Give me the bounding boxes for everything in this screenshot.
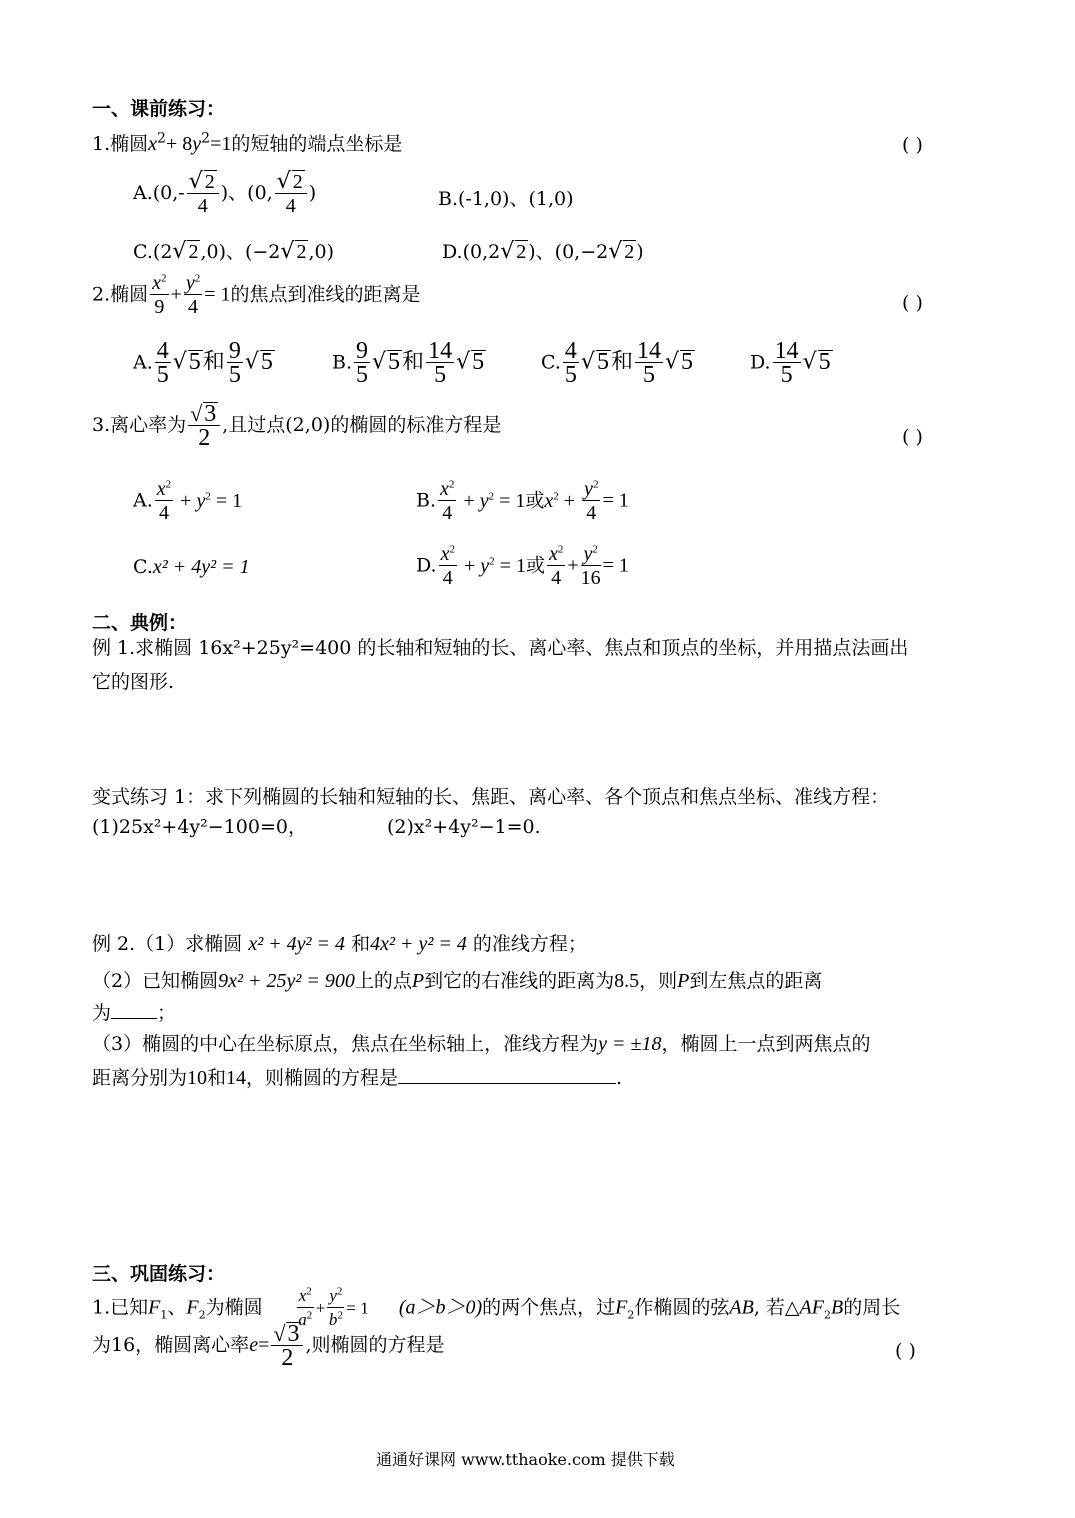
- fraction: [773, 340, 801, 387]
- q3-option-d: D. $\frac{x^2}{4}$ + $y^2 = 1$或 $\frac{x^2}{4}$ + $\frac{y^2}{16}$ = 1: [416, 543, 629, 589]
- radicand: 2: [292, 171, 303, 193]
- denominator: 5: [642, 362, 655, 388]
- consolidation-1-line-2: [92, 1322, 444, 1370]
- fraction: $\frac{x^2}{a^2}$: [298, 1285, 313, 1329]
- math-B: B: [830, 1296, 844, 1319]
- question-text: 离心率为: [110, 414, 187, 436]
- fraction: [155, 340, 171, 387]
- numerator: 14: [428, 338, 453, 364]
- denominator: 4: [197, 195, 208, 217]
- option-c-mid: ,0)、(−2: [200, 241, 281, 263]
- text: 为: [92, 1002, 112, 1024]
- fraction: $\frac{x^2}{4}$: [548, 543, 564, 589]
- question-2-stem: 2.椭圆 $\frac{x^2}{9}$ + $\frac{y^2}{4}$ = 1的焦点到准线的距离是: [92, 272, 421, 318]
- option-label: D.: [416, 554, 437, 577]
- subscript: 1: [160, 1308, 168, 1322]
- question-text-tail: ,且过点(2,0)的椭圆的标准方程是: [222, 414, 502, 436]
- math-eq: = 1: [204, 283, 231, 306]
- subscript: 2: [198, 1308, 206, 1322]
- question-text: 椭圆: [110, 133, 149, 155]
- text: ，则椭圆的方程是: [246, 1067, 399, 1089]
- variant-1-part-1: (1)25x²+4y²−100=0，: [92, 816, 307, 838]
- math-condition: (a＞b＞0): [398, 1296, 483, 1319]
- denominator: 4: [285, 195, 296, 217]
- q2-option-c: C. $\frac{4}{5}$ √5和 $\frac{14}{5}$ √5: [541, 338, 693, 388]
- math-F: F: [148, 1296, 161, 1319]
- consolidation-1-line-1: 1.已知$F_1$、$F_2$为椭圆 $\frac{x^2}{a^2}$ + $\frac{y^2}{b^2}$ = 1 (a＞b＞0)的两个焦点，过$F_2$作椭圆的弦AB, 若$\triangle AF_2B$的周长: [92, 1285, 900, 1332]
- text: （3）椭圆的中心在坐标原点，焦点在坐标轴上，准线方程为: [92, 1033, 599, 1055]
- radicand: 2: [624, 241, 635, 263]
- text: 的两个焦点，过: [482, 1296, 616, 1319]
- q2-option-a: A. $\frac{4}{5}$ √5和 $\frac{9}{5}$ √5: [133, 338, 273, 388]
- q2-option-b: B. $\frac{9}{5}$ √5和 $\frac{14}{5}$ √5: [332, 338, 485, 388]
- math-eq: = 1: [346, 1298, 369, 1318]
- text: 和: [351, 933, 371, 955]
- fraction: $\frac{x^2}{9}$: [152, 272, 167, 318]
- section-2-heading: 二、典例：: [92, 612, 188, 634]
- or-text: 或: [525, 554, 545, 577]
- question-text-tail: 的焦点到准线的距离是: [230, 283, 421, 306]
- text: , 若△: [753, 1296, 800, 1319]
- math-F: F: [615, 1296, 628, 1319]
- question-1-stem: 1.椭圆$x^2+ 8y^2=1$的短轴的端点坐标是: [92, 130, 403, 155]
- text: ，椭圆上一点到两焦点的: [661, 1033, 871, 1055]
- fraction: [426, 340, 454, 387]
- radicand: 5: [680, 348, 693, 375]
- fraction: [354, 340, 370, 387]
- numerator: 14: [774, 338, 799, 364]
- answer-paren: ( ): [895, 1340, 916, 1362]
- numerator: 4: [564, 338, 577, 364]
- answer-blank[interactable]: [111, 1018, 157, 1019]
- math-equation: 9x² + 25y² = 900: [218, 970, 355, 992]
- radicand: 3: [287, 1321, 300, 1347]
- fraction: $\frac{y^2}{4}$: [584, 478, 599, 524]
- numerator: 9: [356, 338, 369, 364]
- q1-option-b: B.(-1,0)、(1,0): [438, 188, 574, 210]
- section-1-heading: 一、课前练习：: [92, 98, 226, 120]
- denominator: 5: [780, 362, 793, 388]
- text: 1.已知: [92, 1296, 149, 1319]
- denominator: 9: [154, 296, 165, 318]
- and-text: 和: [202, 349, 225, 375]
- fraction: [635, 340, 663, 387]
- option-label: C.: [541, 351, 561, 374]
- fraction: $\frac{x^2}{4}$: [440, 543, 455, 589]
- fraction: $\frac{√3}{2}$: [271, 1322, 303, 1370]
- math-AB: AB: [729, 1296, 754, 1319]
- example-1-line-2: 它的图形.: [92, 671, 175, 693]
- variant-1-line-1: 变式练习 1：求下列椭圆的长轴和短轴的长、焦距、离心率、各个顶点和焦点坐标、准线方程：: [92, 786, 890, 808]
- math-AF: AF: [799, 1296, 824, 1319]
- fraction: $\frac{y^2}{16}$: [580, 543, 601, 589]
- math-x: x: [298, 1286, 307, 1305]
- option-label: D.: [750, 351, 771, 374]
- answer-paren: ( ): [902, 134, 923, 156]
- numerator: 9: [228, 338, 241, 364]
- math-equation: y = ±18: [598, 1033, 662, 1055]
- math-equation: 4x² + y² = 4: [370, 933, 467, 955]
- answer-paren: ( ): [902, 292, 923, 314]
- option-a-mid: )、(0,: [220, 182, 273, 204]
- fraction: [227, 340, 243, 387]
- math-eq: =: [258, 1334, 270, 1356]
- math-plus: + 8: [165, 133, 193, 155]
- math-F: F: [186, 1296, 199, 1319]
- option-label: B.: [332, 351, 353, 374]
- option-c-label: C.(2: [133, 241, 173, 263]
- denominator: 5: [156, 362, 169, 388]
- fraction: $\frac{y^2}{4}$: [185, 272, 201, 318]
- text: ，则: [639, 970, 678, 992]
- option-a-label: A.(0,-: [133, 182, 185, 204]
- fraction: $\frac{y^2}{b^2}$: [328, 1285, 343, 1329]
- math-y: y: [329, 1286, 337, 1305]
- numerator: 14: [636, 338, 661, 364]
- denominator: 5: [564, 362, 577, 388]
- variant-1-part-2: (2)x²+4y²−1=0.: [387, 816, 541, 838]
- denominator: 5: [434, 362, 447, 388]
- question-text-tail: 的短轴的端点坐标是: [231, 133, 403, 155]
- radicand: 2: [296, 241, 307, 263]
- math-P: P: [677, 970, 690, 992]
- example-2-line-2: [92, 965, 822, 997]
- option-d-mid: )、(0,−2: [528, 241, 609, 263]
- option-a-end: ): [308, 182, 317, 204]
- text: ,则椭圆的方程是: [305, 1334, 445, 1356]
- radicand: 2: [188, 241, 199, 263]
- question-number: 2.: [92, 283, 111, 306]
- math-x: x: [148, 133, 158, 155]
- text: 距离分别为: [92, 1067, 188, 1089]
- q3-option-c: [133, 556, 250, 578]
- option-label: C.: [133, 556, 153, 578]
- question-3-stem: [92, 402, 501, 450]
- text: 到它的右准线的距离为: [424, 970, 615, 992]
- math-equation: x² + 4y² = 4: [248, 933, 346, 955]
- q3-option-a: A. $\frac{x^2}{4}$ + $y^2 = 1$: [133, 478, 243, 524]
- numerator: 4: [156, 338, 169, 364]
- q2-option-d: D. $\frac{14}{5}$ √5: [750, 338, 831, 388]
- example-2-line-3: [92, 997, 176, 1029]
- text: 上的点: [354, 970, 412, 992]
- math-y: y: [185, 272, 195, 294]
- text: 到左焦点的距离: [689, 970, 823, 992]
- question-number: 1.: [92, 133, 111, 155]
- subscript: 2: [627, 1308, 635, 1322]
- radicand: 5: [260, 348, 273, 375]
- math-e: e: [249, 1334, 259, 1356]
- math-b: b: [328, 1310, 338, 1329]
- fraction: $\frac{√ 2}{4}$: [275, 170, 307, 218]
- example-2-line-1: [92, 928, 587, 960]
- option-c-end: ,0): [308, 241, 334, 263]
- or-text: 或: [525, 489, 545, 512]
- example-1-line-1: 例 1.求椭圆 16x²+25y²=400 的长轴和短轴的长、离心率、焦点和顶点的坐标，并用描点法画出: [92, 637, 909, 659]
- option-label: A.: [133, 351, 153, 374]
- fraction: $\frac{x^2}{4}$: [440, 478, 455, 524]
- math-a: a: [298, 1310, 307, 1329]
- option-label: A.: [133, 489, 153, 512]
- radicand: 2: [516, 241, 527, 263]
- and-text: 和: [610, 349, 633, 375]
- text: 的周长: [843, 1296, 901, 1319]
- example-2-line-4: [92, 1028, 870, 1060]
- math-value: 14: [226, 1067, 247, 1089]
- text: ；: [157, 1002, 177, 1024]
- text: 为16，椭圆离心率: [92, 1334, 250, 1356]
- math-P: P: [411, 970, 425, 992]
- denominator: 5: [356, 362, 369, 388]
- math-y: y: [192, 133, 202, 155]
- example-2-line-5: [92, 1062, 622, 1094]
- text: （2）已知椭圆: [92, 970, 219, 992]
- q1-option-d: D.(0,2√ 2 )、(0,−2√ 2 ): [442, 239, 644, 264]
- radicand: 5: [818, 348, 831, 375]
- fraction: $\frac{√3}{2}$: [188, 402, 220, 450]
- subscript: 2: [823, 1308, 831, 1322]
- fraction: [563, 340, 579, 387]
- q3-option-b: B. $\frac{x^2}{4}$ + $y^2 = 1$或$x^2$ + $\frac{y^2}{4}$ = 1: [416, 478, 629, 524]
- math-equation: x² + 4y² = 1: [152, 556, 250, 578]
- footer-text: 通通好课网 www.tthaoke.com 提供下载: [376, 1450, 675, 1469]
- radicand: 3: [204, 401, 217, 427]
- radicand: 5: [472, 348, 485, 375]
- text: 作椭圆的弦: [634, 1296, 730, 1319]
- answer-paren: ( ): [902, 426, 923, 448]
- and-text: 和: [402, 349, 425, 375]
- option-d-end: ): [636, 241, 644, 263]
- section-3-heading: 三、巩固练习：: [92, 1263, 226, 1285]
- math-value: 8.5: [614, 970, 640, 992]
- q1-option-c: C.(2√ 2 ,0)、(−2√ 2 ,0): [133, 239, 334, 264]
- radicand: 5: [596, 348, 609, 375]
- text: .: [616, 1067, 623, 1089]
- radicand: 5: [388, 348, 401, 375]
- text: 、: [167, 1296, 187, 1319]
- text: 的准线方程；: [472, 933, 587, 955]
- fraction: $\frac{x^2}{4}$: [156, 478, 172, 524]
- question-number: 3.: [92, 414, 111, 436]
- radicand: 5: [188, 348, 201, 375]
- answer-blank[interactable]: [398, 1083, 616, 1084]
- math-value: 10: [187, 1067, 208, 1089]
- option-d-label: D.(0,2: [442, 241, 501, 263]
- radicand: 2: [204, 171, 215, 193]
- denominator: 5: [228, 362, 241, 388]
- question-text: 椭圆: [110, 283, 149, 306]
- text: 例 2.（1）求椭圆: [92, 933, 243, 955]
- denominator: 2: [198, 425, 211, 451]
- denominator: 2: [281, 1345, 294, 1371]
- denominator: 4: [188, 296, 199, 318]
- text: 和: [207, 1067, 227, 1089]
- fraction: $\frac{√ 2}{4}$: [187, 170, 219, 218]
- math-eq: =1: [210, 133, 232, 155]
- text: 为椭圆: [205, 1296, 263, 1319]
- option-label: B.: [416, 489, 437, 512]
- q1-option-a: [133, 170, 316, 218]
- math-x: x: [152, 272, 162, 294]
